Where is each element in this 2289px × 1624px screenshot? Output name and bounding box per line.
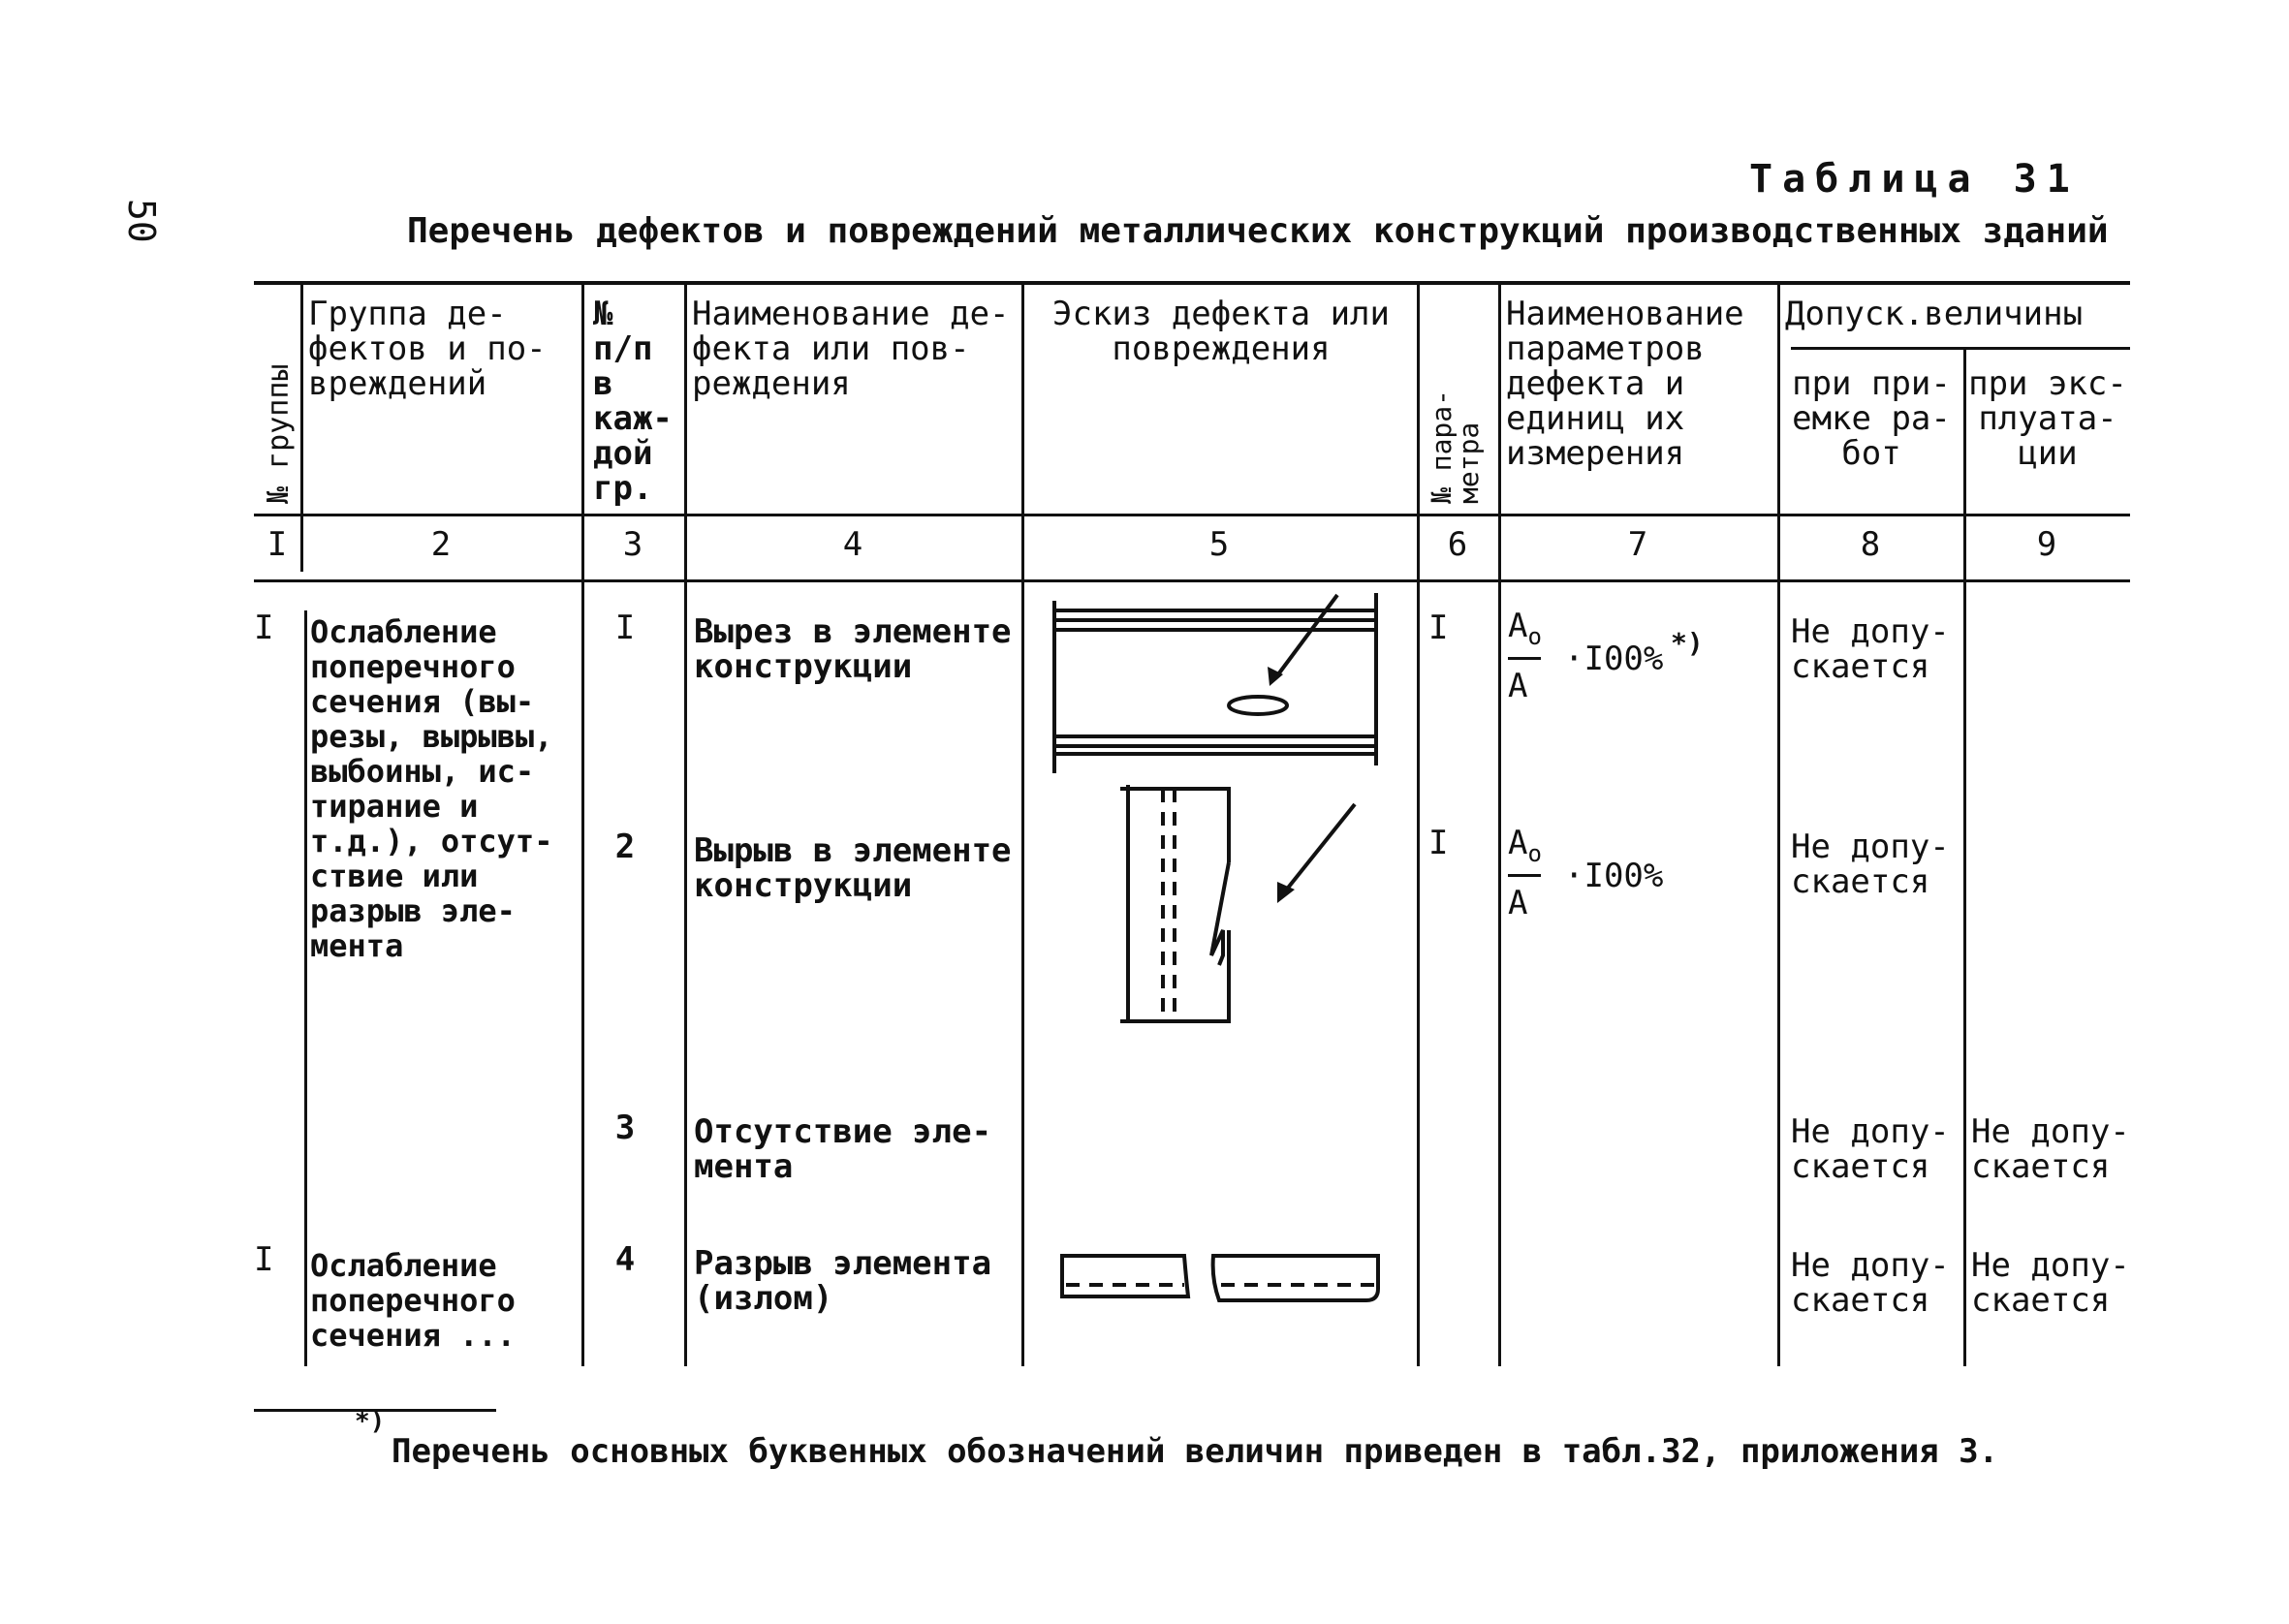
column-divider-3: [684, 281, 687, 1366]
row2-param-formula: [1508, 824, 1664, 1000]
header-in-operation: при экс- плуата- ции: [1968, 364, 2127, 473]
header-tolerance: Допуск.величины: [1785, 295, 2084, 333]
footnote-marker: *): [1671, 627, 1704, 659]
page-number: 50: [120, 199, 163, 243]
row2-on-acceptance: Не допу- скается: [1791, 828, 1950, 901]
row2-param-number: I: [1428, 824, 1449, 862]
sketch-cutout: [1047, 581, 1395, 785]
column-divider-6: [1498, 281, 1501, 1366]
header-item-number: № п/п в каж- дой гр.: [593, 295, 673, 508]
footnote-text: Перечень основных буквенных обозначений величин приведен в табл.32, приложения 3.: [392, 1432, 1999, 1471]
column-divider-1b: [304, 610, 307, 1366]
header-defect-name: Наименование де- фекта или пов- реждения: [692, 295, 1010, 403]
row4-on-acceptance: Не допу- скается: [1791, 1246, 1950, 1320]
sketch-tear: [1114, 785, 1366, 1037]
colnum-4: 4: [842, 525, 863, 564]
formula-value: ·I00%: [1564, 640, 1664, 678]
row4-group-name: Ослабление поперечного сечения ...: [310, 1247, 516, 1354]
formula-bar: [1508, 657, 1541, 660]
formula-numerator: $A_o$: [1508, 607, 1542, 650]
header-bottom-border: [254, 514, 2130, 516]
colnum-1: I: [267, 525, 288, 564]
header-param-name: Наименование параметров дефекта и единиц их измерения: [1506, 295, 1744, 473]
colnum-8: 8: [1860, 525, 1881, 564]
header-subdivider: [1791, 347, 2130, 350]
row2-defect: Вырыв в элементе конструкции: [694, 831, 1012, 905]
formula-bar: [1508, 874, 1541, 877]
formula-numerator: $A_o$: [1508, 824, 1542, 867]
table-top-border: [254, 281, 2130, 285]
row3-in-operation: Не допу- скается: [1971, 1112, 2130, 1186]
formula-value: ·I00%: [1564, 857, 1664, 895]
colnum-7: 7: [1627, 525, 1648, 564]
row3-on-acceptance: Не допу- скается: [1791, 1112, 1950, 1186]
colnum-5: 5: [1208, 525, 1230, 564]
row1-param-number: I: [1428, 609, 1449, 647]
row1-defect: Вырез в элементе конструкции: [694, 612, 1012, 686]
row4-in-operation: Не допу- скается: [1971, 1246, 2130, 1320]
row1-param-formula: [1508, 607, 1704, 818]
colnum-9: 9: [2036, 525, 2057, 564]
header-group-number: № группы: [262, 363, 296, 504]
header-param-number: № пара- метра: [1426, 389, 1485, 504]
header-group-name: Группа де- фектов и по- вреждений: [308, 295, 547, 403]
colnum-6: 6: [1447, 525, 1468, 564]
formula-denominator: A: [1508, 667, 1528, 705]
row1-on-acceptance: Не допу- скается: [1791, 612, 1950, 686]
row3-number: 3: [614, 1109, 636, 1147]
row3-defect: Отсутствие эле- мента: [694, 1112, 992, 1186]
row1-group: I: [254, 609, 274, 647]
formula-denominator: A: [1508, 884, 1528, 922]
column-divider-5: [1417, 281, 1420, 1366]
row4-group: I: [254, 1240, 274, 1279]
table-label: Таблица 31: [1749, 157, 2080, 202]
row1-group-name: Ослабление поперечного сечения (вы- резы, вырывы, выбоины, ис- тирание и т.д.), отсут- ствие или разрыв эле- мента: [310, 613, 553, 964]
row2-number: 2: [614, 828, 636, 866]
row4-number: 4: [614, 1240, 636, 1279]
column-divider-2: [581, 281, 584, 1366]
header-sketch: Эскиз дефекта или повреждения: [1052, 295, 1390, 368]
colnum-2: 2: [430, 525, 452, 564]
footnote-mark: *): [355, 1407, 386, 1436]
header-on-acceptance: при при- емке ра- бот: [1792, 364, 1951, 473]
colnum-3: 3: [622, 525, 643, 564]
column-divider-8: [1963, 347, 1966, 1366]
row4-defect: Разрыв элемента (излом): [694, 1244, 992, 1318]
column-divider-4: [1021, 281, 1024, 1366]
sketch-fracture: [1056, 1250, 1386, 1308]
row1-number: I: [614, 609, 636, 647]
table-title: Перечень дефектов и повреждений металлических конструкций производственных зданий: [407, 211, 2109, 251]
